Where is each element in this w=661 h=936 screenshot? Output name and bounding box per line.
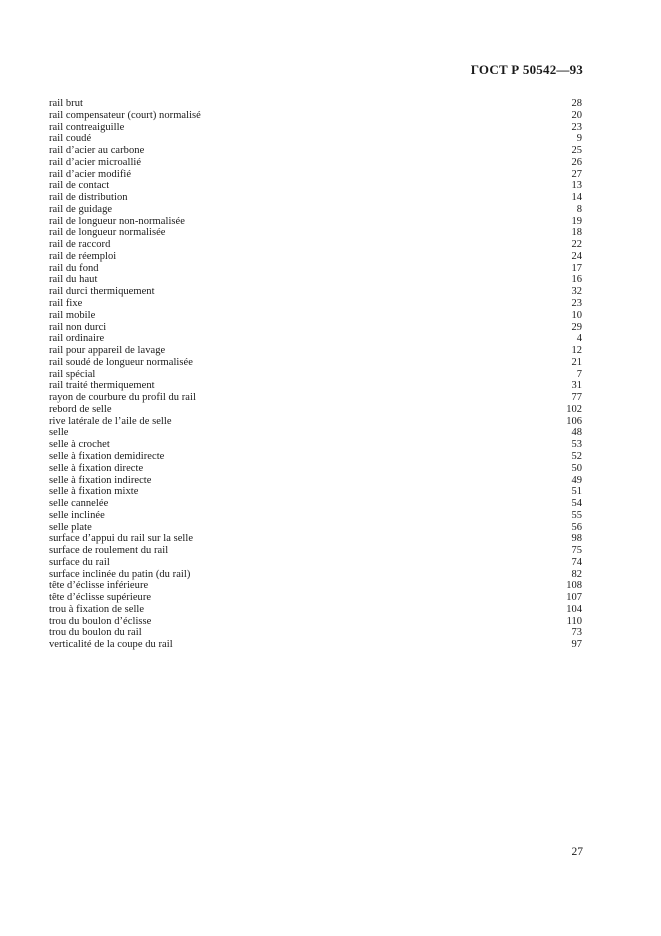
- index-entry-number: 49: [571, 474, 582, 486]
- page-number: 27: [571, 846, 583, 858]
- index-entry-number: 16: [571, 274, 582, 286]
- index-entry-number: 9: [576, 133, 582, 145]
- index-entry-number: 77: [571, 392, 582, 404]
- index-entry: [49, 580, 582, 592]
- index-entry: [49, 133, 582, 145]
- index-entry-term: trou du boulon du rail: [49, 627, 142, 639]
- index-entry: [49, 216, 582, 228]
- index-entry-term: rail de guidage: [49, 203, 113, 215]
- index-entry-number: 110: [566, 615, 582, 627]
- index-entry: [49, 263, 582, 275]
- index-entry: [49, 169, 582, 181]
- index-entry: [49, 298, 582, 310]
- index-entry-number: 82: [571, 568, 582, 580]
- index-entry-term: rail non durci: [49, 321, 107, 333]
- index-entry-term: trou du boulon d’éclisse: [49, 615, 152, 627]
- index-entry: [49, 616, 582, 628]
- index-entry-number: 27: [571, 168, 582, 180]
- index-entry-term: rail compensateur (court) normalisé: [49, 109, 201, 121]
- index-entry-number: 23: [571, 121, 582, 133]
- index-entry-number: 13: [571, 180, 582, 192]
- document-header-code: ГОСТ Р 50542—93: [470, 62, 583, 77]
- index-entry: [49, 404, 582, 416]
- index-entry: [49, 122, 582, 134]
- index-entry-term: verticalité de la coupe du rail: [49, 639, 173, 651]
- index-entry: [49, 98, 582, 110]
- index-entry: [49, 357, 582, 369]
- index-entry: [49, 392, 582, 404]
- term-index-list: [49, 98, 582, 651]
- index-entry: [49, 592, 582, 604]
- index-entry: [49, 204, 582, 216]
- index-entry-term: tête d’éclisse supérieure: [49, 592, 152, 604]
- index-entry-number: 12: [571, 345, 582, 357]
- index-entry-number: 106: [566, 415, 582, 427]
- index-entry: [49, 239, 582, 251]
- index-entry-number: 20: [571, 109, 582, 121]
- index-entry-term: rebord de selle: [49, 403, 112, 415]
- index-entry: [49, 157, 582, 169]
- index-entry-term: selle inclinée: [49, 509, 105, 521]
- index-entry-number: 52: [571, 450, 582, 462]
- index-entry-number: 74: [571, 556, 582, 568]
- index-entry: [49, 533, 582, 545]
- index-entry-term: rail de raccord: [49, 239, 111, 251]
- index-entry: [49, 180, 582, 192]
- index-entry-term: rail contreaiguille: [49, 121, 125, 133]
- index-entry: [49, 475, 582, 487]
- index-entry-number: 10: [571, 309, 582, 321]
- index-entry-term: rail mobile: [49, 309, 96, 321]
- index-entry-term: selle à fixation mixte: [49, 486, 139, 498]
- index-entry-term: rail spécial: [49, 368, 96, 380]
- index-entry-term: rive latérale de l’aile de selle: [49, 415, 172, 427]
- index-entry: [49, 604, 582, 616]
- index-entry-term: rail de distribution: [49, 192, 128, 204]
- index-entry-term: rail durci thermiquement: [49, 286, 155, 298]
- index-entry: [49, 380, 582, 392]
- index-entry-number: 7: [576, 368, 582, 380]
- index-entry: [49, 192, 582, 204]
- index-entry-number: 75: [571, 545, 582, 557]
- index-entry-term: surface d’appui du rail sur la selle: [49, 533, 194, 545]
- index-entry-term: rail de longueur non-normalisée: [49, 215, 185, 227]
- index-entry: [49, 545, 582, 557]
- index-entry-term: rail traité thermiquement: [49, 380, 155, 392]
- index-entry: [49, 333, 582, 345]
- index-entry-term: rail d’acier microallié: [49, 156, 142, 168]
- index-entry: [49, 416, 582, 428]
- index-entry: [49, 569, 582, 581]
- index-entry-number: 25: [571, 145, 582, 157]
- index-entry-number: 23: [571, 298, 582, 310]
- index-entry-term: rail de contact: [49, 180, 110, 192]
- index-entry: [49, 451, 582, 463]
- index-entry-number: 48: [571, 427, 582, 439]
- index-entry-number: 22: [571, 239, 582, 251]
- index-entry-term: rayon de courbure du profil du rail: [49, 392, 196, 404]
- index-entry-term: rail ordinaire: [49, 333, 105, 345]
- index-entry: [49, 345, 582, 357]
- index-entry-term: surface du rail: [49, 556, 110, 568]
- index-entry-term: rail du haut: [49, 274, 98, 286]
- index-entry-number: 97: [571, 639, 582, 651]
- index-entry: [49, 639, 582, 651]
- index-entry: [49, 286, 582, 298]
- index-entry-term: rail de longueur normalisée: [49, 227, 166, 239]
- index-entry-term: rail coudé: [49, 133, 92, 145]
- index-entry-term: rail du fond: [49, 262, 99, 274]
- index-entry-number: 18: [571, 227, 582, 239]
- index-entry-term: rail pour appareil de lavage: [49, 345, 166, 357]
- index-entry: [49, 627, 582, 639]
- index-entry: [49, 463, 582, 475]
- index-entry: [49, 310, 582, 322]
- index-entry-number: 107: [566, 592, 582, 604]
- index-entry-number: 26: [571, 156, 582, 168]
- index-entry-term: trou à fixation de selle: [49, 603, 145, 615]
- index-entry-number: 19: [571, 215, 582, 227]
- index-entry-number: 24: [571, 250, 582, 262]
- index-entry: [49, 369, 582, 381]
- index-entry-number: 32: [571, 286, 582, 298]
- index-entry: [49, 510, 582, 522]
- index-entry: [49, 439, 582, 451]
- index-entry-term: surface inclinée du patin (du rail): [49, 568, 191, 580]
- index-entry-term: rail soudé de longueur normalisée: [49, 356, 193, 368]
- index-entry-term: rail brut: [49, 98, 83, 109]
- index-entry-number: 55: [571, 509, 582, 521]
- index-entry-number: 53: [571, 439, 582, 451]
- index-entry-number: 102: [566, 403, 582, 415]
- index-entry-term: rail d’acier au carbone: [49, 145, 145, 157]
- index-entry-number: 21: [571, 356, 582, 368]
- index-entry-term: tête d’éclisse inférieure: [49, 580, 149, 592]
- index-entry: [49, 274, 582, 286]
- index-entry-number: 4: [576, 333, 582, 345]
- index-entry: [49, 557, 582, 569]
- index-entry-number: 8: [576, 203, 582, 215]
- index-entry: [49, 427, 582, 439]
- index-entry-term: selle à crochet: [49, 439, 110, 451]
- index-entry-term: selle à fixation directe: [49, 462, 144, 474]
- index-entry-number: 54: [571, 498, 582, 510]
- index-entry-term: selle à fixation demidirecte: [49, 450, 165, 462]
- index-entry-term: rail fixe: [49, 298, 83, 310]
- index-entry: [49, 322, 582, 334]
- index-entry: [49, 145, 582, 157]
- index-entry-number: 14: [571, 192, 582, 204]
- index-entry-term: selle cannelée: [49, 498, 109, 510]
- index-entry-number: 28: [571, 98, 582, 109]
- index-entry-term: rail de réemploi: [49, 250, 117, 262]
- index-entry: [49, 486, 582, 498]
- index-entry: [49, 498, 582, 510]
- index-entry-term: selle à fixation indirecte: [49, 474, 152, 486]
- index-entry-term: selle plate: [49, 521, 92, 533]
- index-entry-number: 17: [571, 262, 582, 274]
- index-entry-number: 50: [571, 462, 582, 474]
- index-entry-number: 98: [571, 533, 582, 545]
- index-entry: [49, 227, 582, 239]
- index-entry-number: 56: [571, 521, 582, 533]
- index-entry-number: 31: [571, 380, 582, 392]
- index-entry: [49, 110, 582, 122]
- index-entry: [49, 522, 582, 534]
- index-entry-term: surface de roulement du rail: [49, 545, 169, 557]
- index-entry: [49, 251, 582, 263]
- index-entry-number: 108: [566, 580, 582, 592]
- index-entry-number: 29: [571, 321, 582, 333]
- index-entry-number: 73: [571, 627, 582, 639]
- index-entry-term: rail d’acier modifié: [49, 168, 132, 180]
- index-entry-number: 51: [571, 486, 582, 498]
- index-entry-term: selle: [49, 427, 69, 439]
- index-entry-number: 104: [566, 603, 582, 615]
